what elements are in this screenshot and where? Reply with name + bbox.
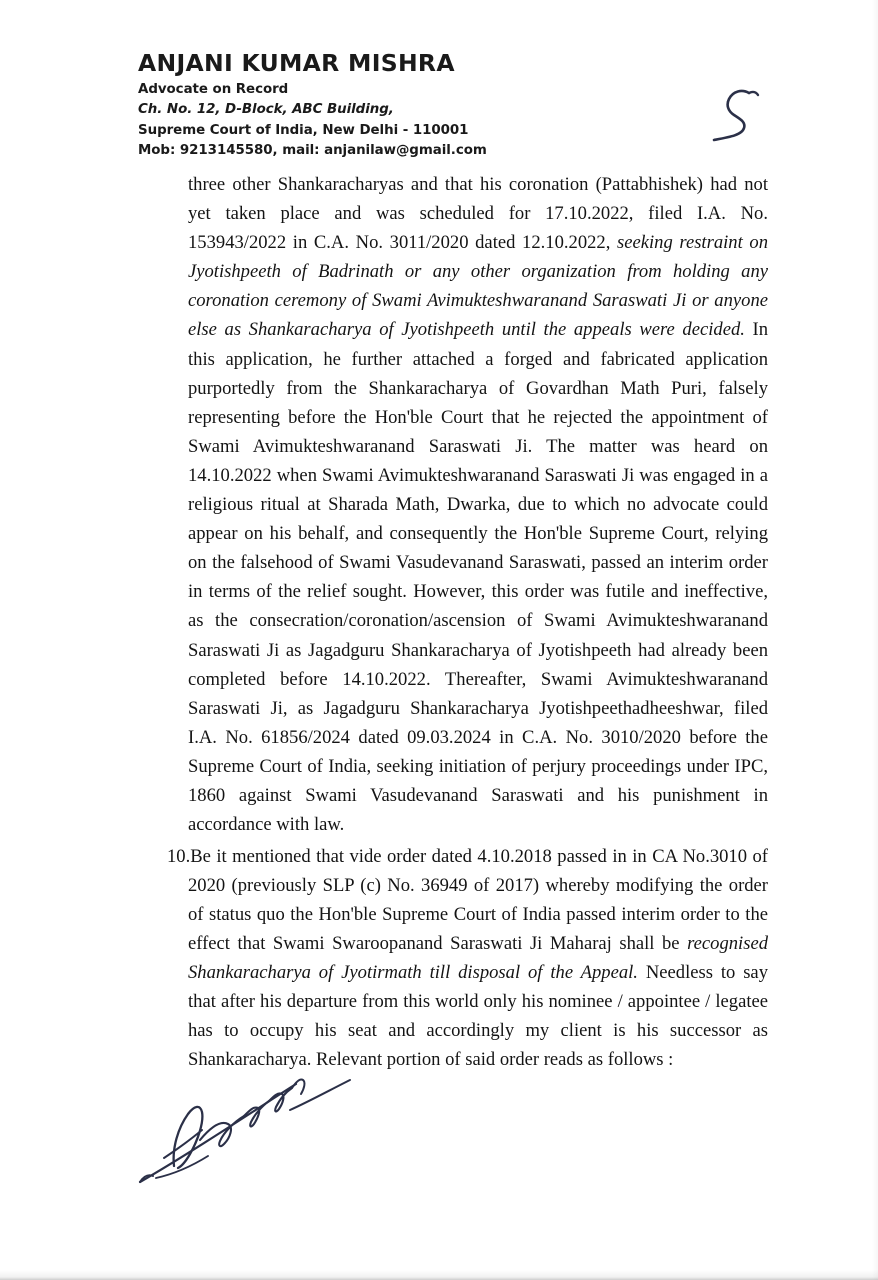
clause-10-text-plain-1: Be it mentioned that vide order dated 4.10.2018 passed in in CA No.3010 of 2020 (previously SLP (c) No. 36949 of 2017) whereby modifying the order of status quo the Hon'ble Supreme Court of India passed interim order to the effect that Swami Swaroopanand Saraswati Ji Maharaj shall be <box>188 845 768 954</box>
letterhead-court-address: Supreme Court of India, New Delhi - 110001 <box>138 122 469 138</box>
letterhead <box>138 50 618 162</box>
para-segment-plain-2: In this application, he further attached a forged and fabricated application purportedly from the Shankaracharya of Govardhan Math Puri, falsely representing before the Hon'ble Court that he rejected the appointment of Swami Avimukteshwaranand Saraswati Ji. The matter was heard on 14.10.2022 when Swami Avimukteshwaranand Saraswati Ji was engaged in a religious ritual at Sharada Math, Dwarka, due to which no advocate could appear on his behalf, and consequently the Hon'ble Supreme Court, relying on the falsehood of Swami Vasudevanand Saraswati, passed an interim order in terms of the relief sought. However, this order was futile and ineffective, as the consecration/coronation/ascension of Swami Avimukteshwaranand Saraswati Ji as Jagadguru Shankaracharya of Jyotishpeeth had already been completed before 14.10.2022. Thereafter, Swami Avimukteshwaranand Saraswati Ji, as Jagadguru Shankaracharya Jyotishpeethadheeshwar, filed I.A. No. 61856/2024 dated 09.03.2024 in C.A. No. 3010/2020 before the Supreme Court of India, seeking initiation of perjury proceedings under IPC, 1860 against Swami Vasudevanand Saraswati and his punishment in accordance with law. <box>188 319 768 836</box>
para-segment-plain-1: three other Shankaracharyas and that his coronation (Pattabhishek) had not yet taken place and was scheduled for 17.10.2022, filed I.A. No. 153943/2022 in C.A. No. 3011/2020 dated 12.10.2022, <box>188 174 768 254</box>
clause-10-text-plain-2: Needless to say that after his departure from this world only his nominee / appointee / legatee has to occupy his seat and accordingly my client is his successor as Shankaracharya. Relevant portion of said order reads as follows : <box>188 961 768 1071</box>
clause-10-paragraph <box>167 842 768 1075</box>
handwritten-page-number <box>702 82 772 152</box>
para-segment-italic-1: seeking restraint on Jyotishpeeth of Badrinath or any other organization from holding any coronation ceremony of Swami Avimukteshwaranand Saraswati Ji or anyone else as Shankaracharya of Jyotishpeeth until the appeals were decided. <box>188 232 768 341</box>
clause-10-number: 10. <box>167 845 191 867</box>
continued-paragraph <box>188 170 768 839</box>
scan-edge-shadow-right <box>872 0 878 1280</box>
scan-edge-shadow-bottom <box>0 1270 878 1280</box>
letterhead-chamber-address: Ch. No. 12, D-Block, ABC Building, <box>138 102 394 118</box>
letterhead-contact: Mob: 9213145580, mail: anjanilaw@gmail.com <box>138 143 487 159</box>
letterhead-advocate-name: ANJANI KUMAR MISHRA <box>138 49 455 77</box>
clause-10-block <box>167 823 768 1093</box>
body-text-block <box>188 170 768 839</box>
clause-10-text-italic: recognised Shankaracharya of Jyotirmath till disposal of the Appeal. <box>188 932 768 983</box>
letterhead-designation: Advocate on Record <box>138 82 289 98</box>
